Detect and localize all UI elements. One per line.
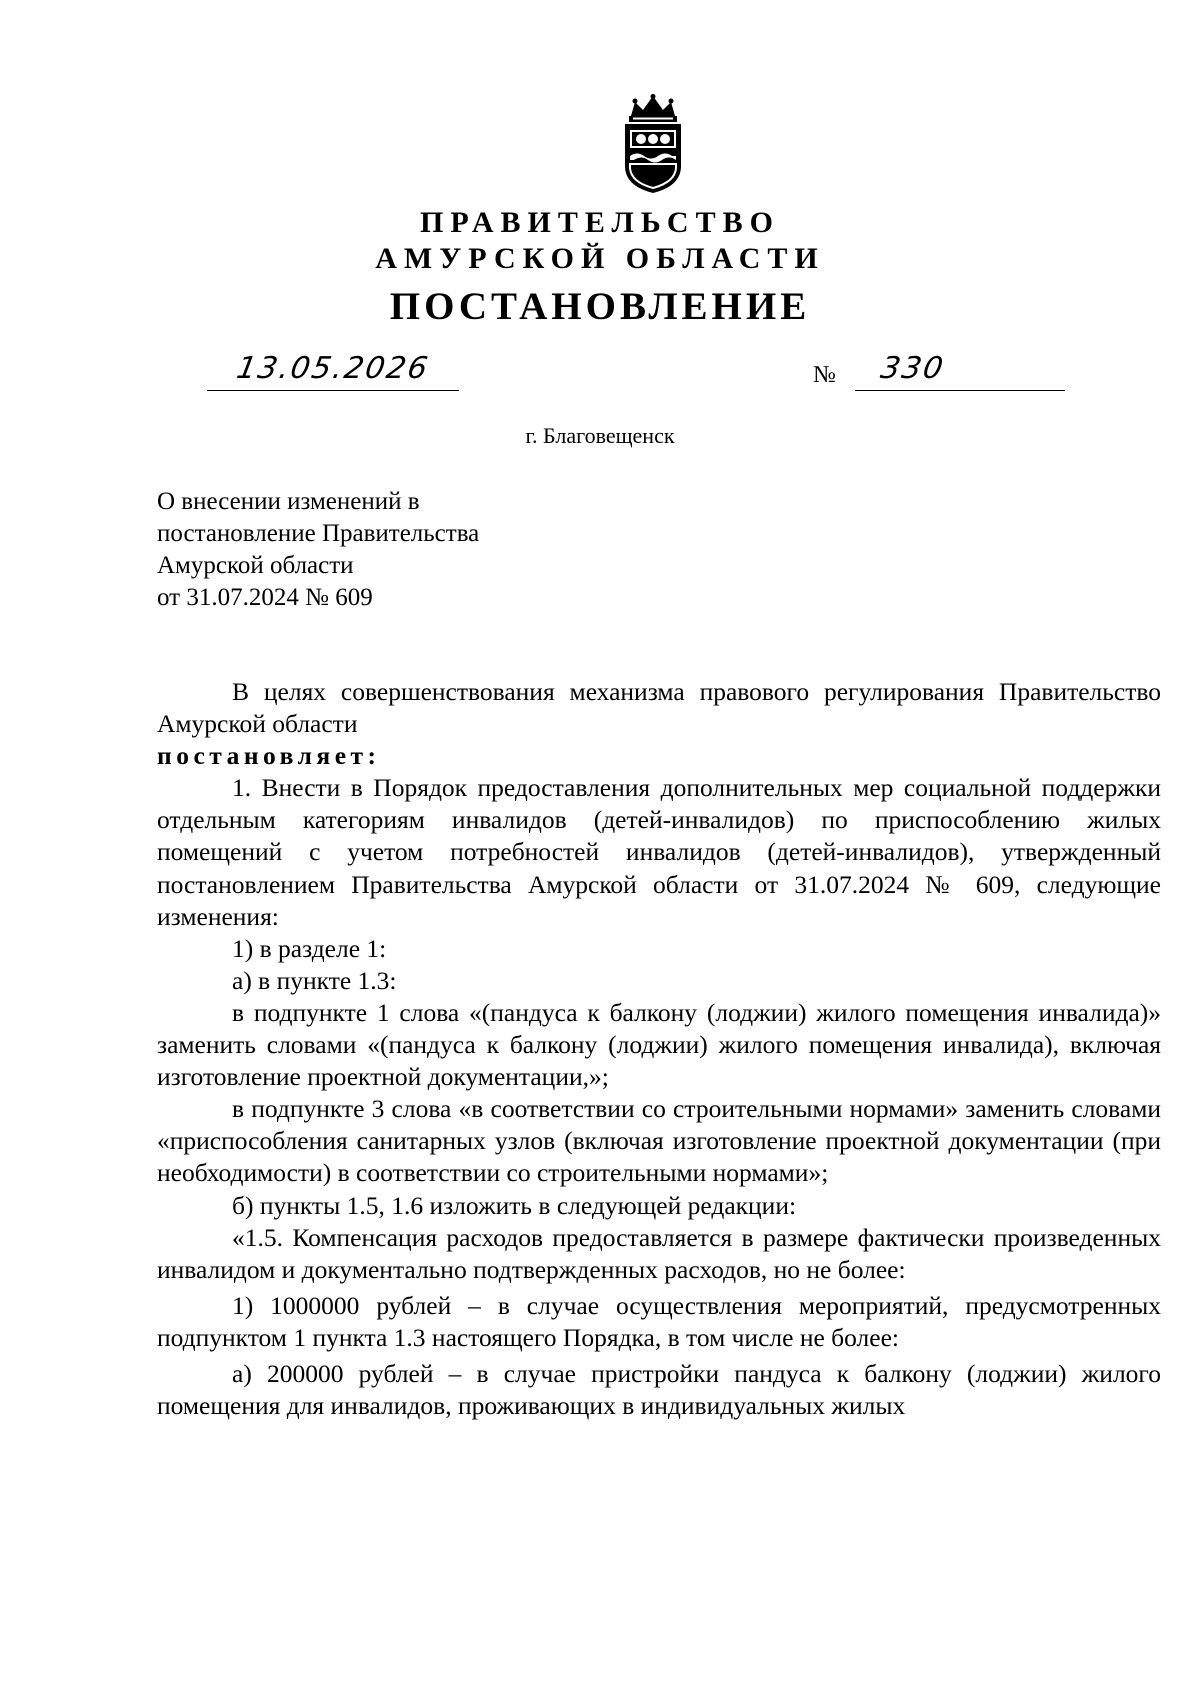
government-name-line1: ПРАВИТЕЛЬСТВО bbox=[420, 206, 780, 239]
government-name-line2: АМУРСКОЙ ОБЛАСТИ bbox=[375, 242, 825, 275]
handwritten-date: 13.05.2026 bbox=[234, 351, 432, 386]
body-paragraph: в подпункте 1 слова «(пандуса к балкону (лоджии) жилого помещения инвалида)» заменить словами «(пандуса к балкону (лоджии) жилого помещения инвалида), включая изготовление проектной документации,»; bbox=[157, 997, 1161, 1092]
amur-oblast-coat-of-arms-icon bbox=[617, 94, 689, 194]
document-type-title: ПОСТАНОВЛЕНИЕ bbox=[389, 285, 811, 328]
preamble-paragraph: В целях совершенствования механизма правового регулирования Правительство Амурской области bbox=[157, 677, 1161, 739]
subject-line: О внесении изменений в bbox=[157, 488, 420, 515]
body-paragraph: а) 200000 рублей – в случае пристройки пандуса к балкону (лоджии) жилого помещения для инвалидов, проживающих в индивидуальных жилых bbox=[157, 1358, 1161, 1421]
body-paragraph: «1.5. Компенсация расходов предоставляется в размере фактически произведенных инвалидом и документально подтвержденных расходов, но не более: bbox=[157, 1222, 1161, 1284]
subject-line: постановление Правительства bbox=[157, 520, 480, 547]
document-subject bbox=[157, 486, 617, 614]
city-line: г. Благовещенск bbox=[525, 423, 675, 448]
number-label: № bbox=[813, 362, 836, 388]
resolves-word: постановляет: bbox=[157, 741, 381, 771]
handwritten-number: 330 bbox=[878, 351, 948, 386]
body-paragraph: а) в пункте 1.3: bbox=[232, 965, 397, 995]
body-paragraph: в подпункте 3 слова «в соответствии со строительными нормами» заменить словами «приспособления санитарных узлов (включая изготовление проектной документации (при необходимости) в соответствии со строительными нормами»; bbox=[157, 1094, 1161, 1188]
body-paragraph: 1. Внести в Порядок предоставления дополнительных мер социальной поддержки отдельным категориям инвалидов (детей-инвалидов) по приспособлению жилых помещений с учетом потребностей инвалидов (детей-инвалидов), утвержденный постановлением Правительства Амурской области от 31.07.2024 № 609, следующие изменения: bbox=[157, 773, 1161, 931]
body-paragraph: 1) в разделе 1: bbox=[232, 933, 387, 963]
subject-line: Амурской области bbox=[157, 552, 354, 579]
body-paragraph: 1) 1000000 рублей – в случае осуществления мероприятий, предусмотренных подпунктом 1 пункта 1.3 настоящего Порядка, в том числе не более: bbox=[157, 1290, 1161, 1352]
subject-line: от 31.07.2024 № 609 bbox=[157, 584, 373, 611]
document-body bbox=[157, 676, 1161, 1422]
number-field bbox=[855, 352, 1065, 391]
body-paragraph: б) пункты 1.5, 1.6 изложить в следующей редакции: bbox=[232, 1190, 797, 1220]
date-field bbox=[207, 352, 459, 391]
